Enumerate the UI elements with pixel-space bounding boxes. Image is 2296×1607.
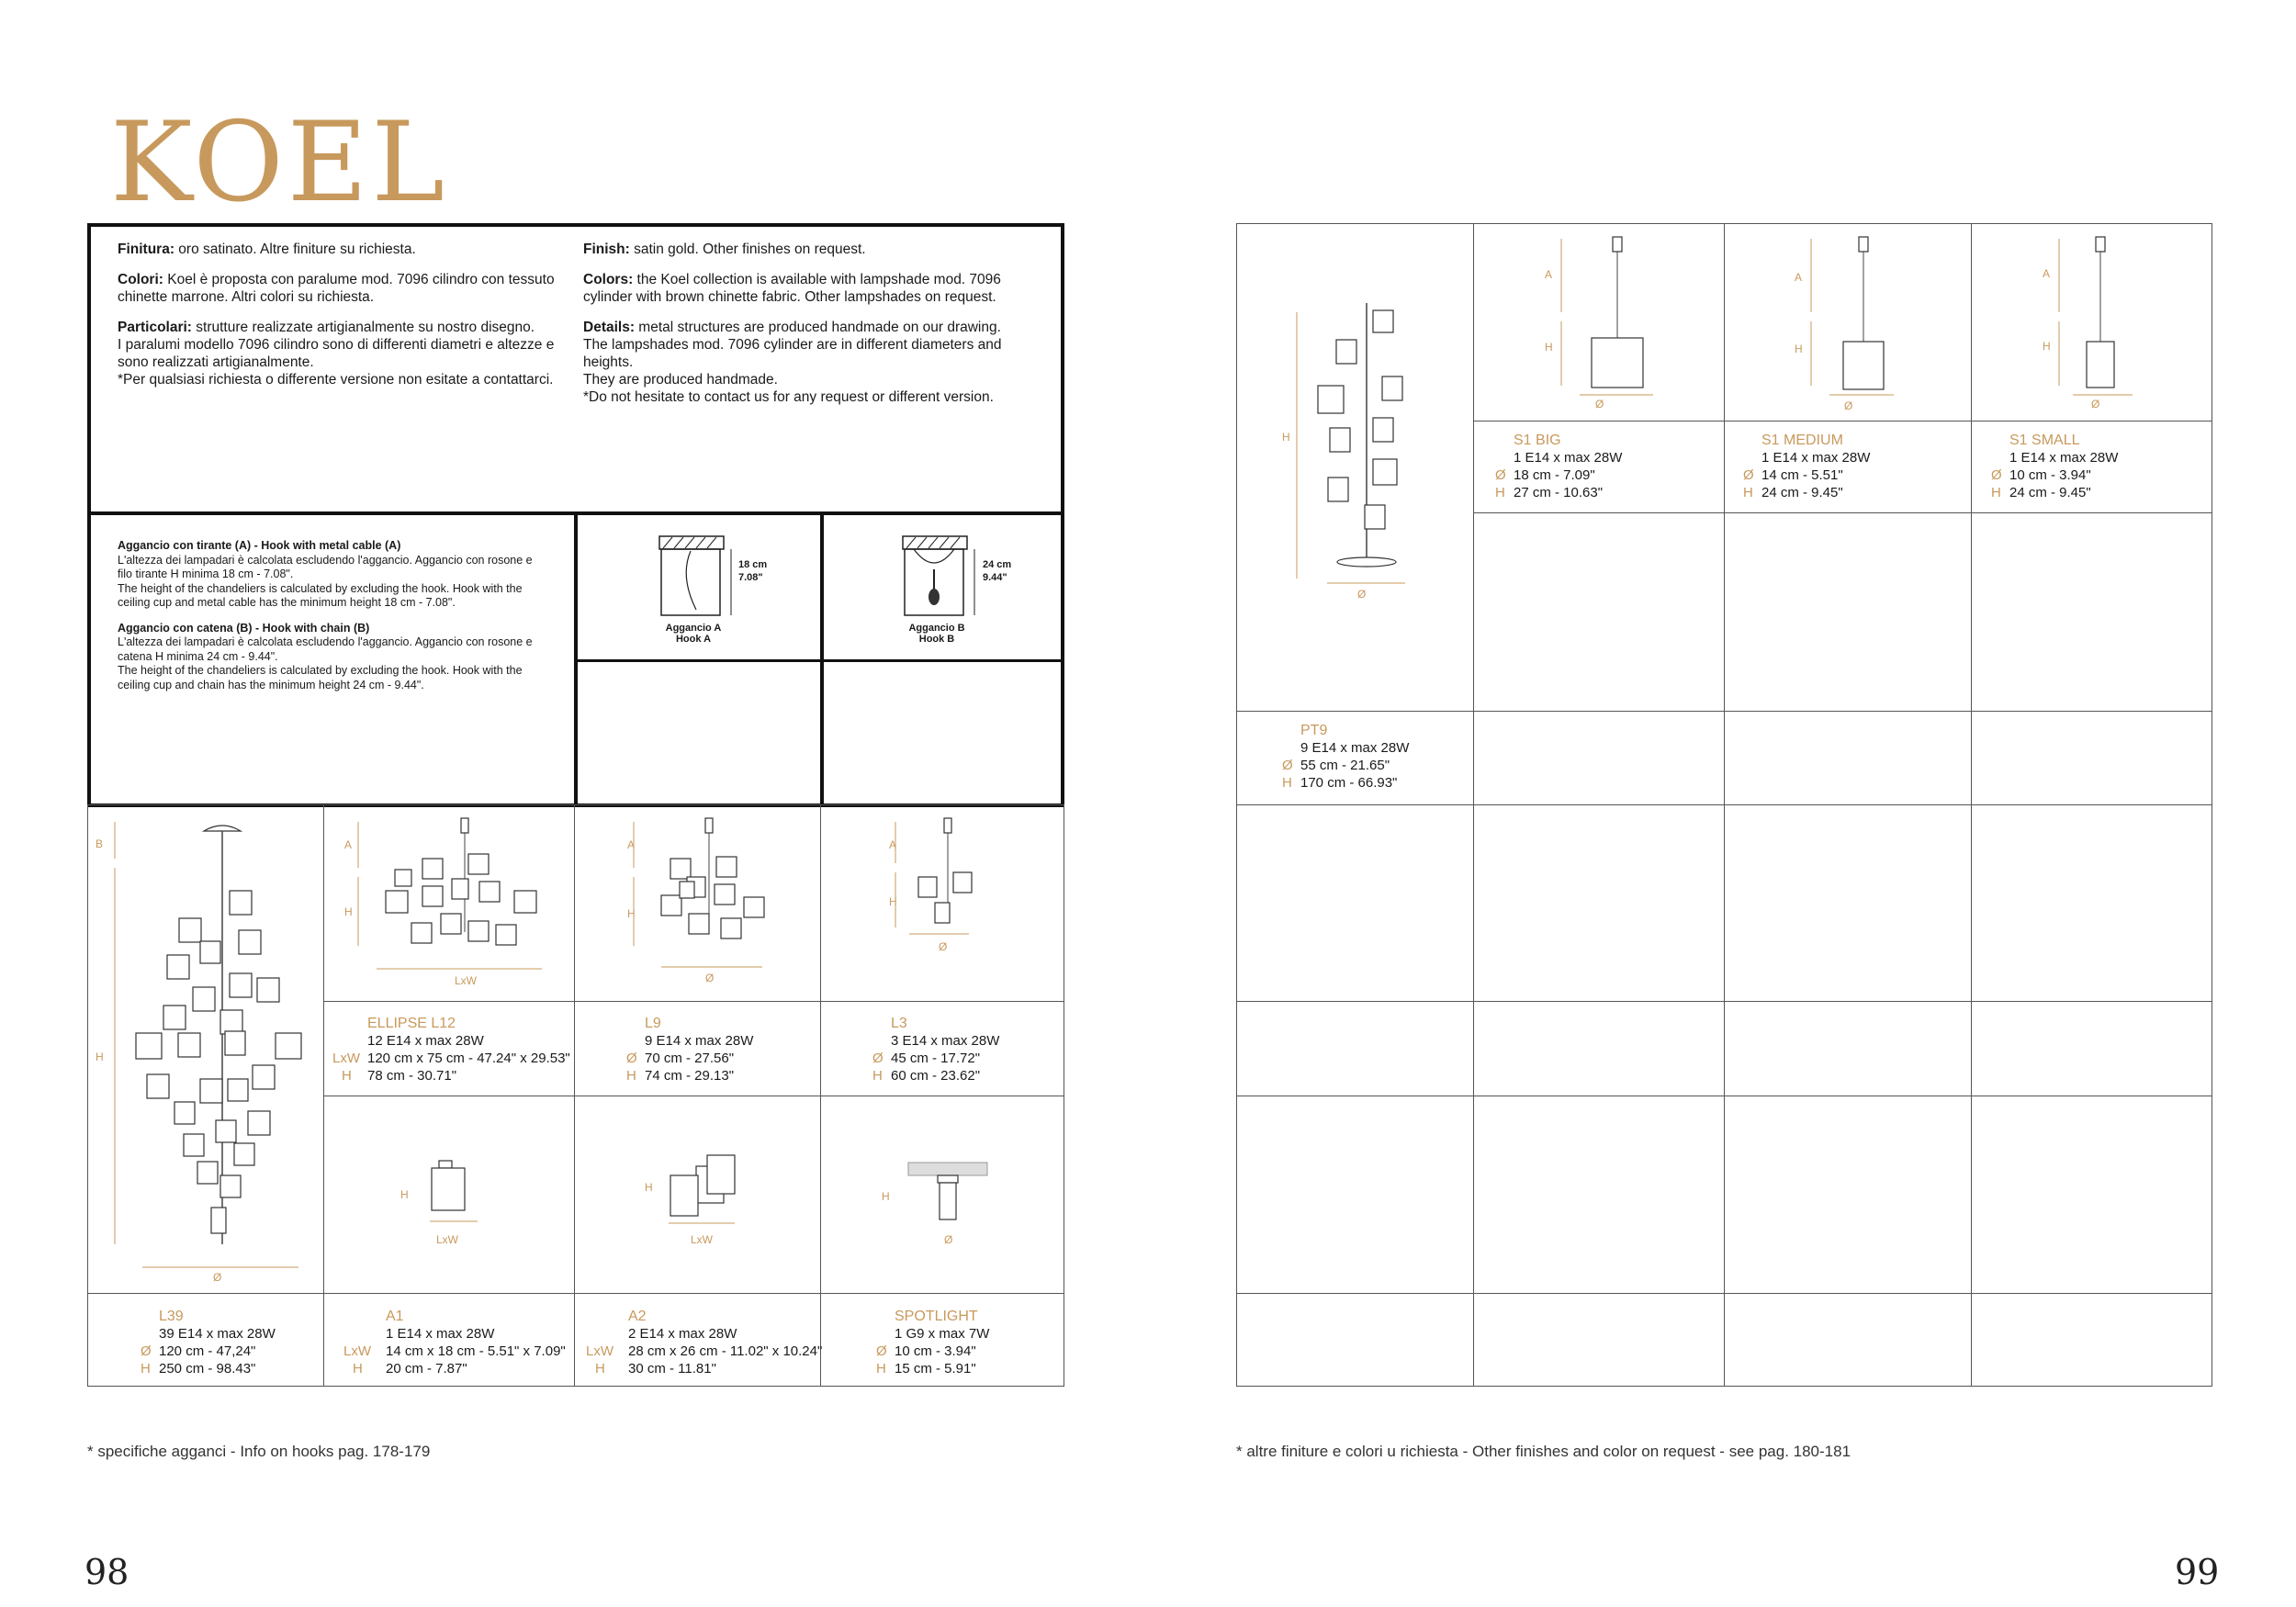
hook-b-dimension: 24 cm 9.44" bbox=[983, 559, 1012, 583]
product-spotlight: SPOTLIGHT 1 G9 x max 7W Ø 10 cm - 3.94" H 15 cm - 5.91" bbox=[876, 1309, 990, 1377]
ellipse-l12-drawing bbox=[331, 813, 569, 996]
divider bbox=[574, 659, 1064, 662]
dim-label-a: A bbox=[1795, 271, 1803, 284]
product-l3: L3 3 E14 x max 28W Ø 45 cm - 17.72" H 60 cm - 23.62" bbox=[872, 1016, 1000, 1084]
a1-drawing bbox=[422, 1157, 496, 1240]
intro-italian: Finitura: oro satinato. Altre finiture su richiesta. Colori: Koel è proposta con paralume mod. 7096 cilindro con tessuto chinette marrone. Altri colori su richiesta. Particolari: strutture realizzate artigianalmente su nostro disegno. I paralumi modello 7096 cilindro sono di differenti diametri e altezze e sono realizzati artigianalmente. *Per qualsiasi richiesta o differente versione non esitate a contattarci. bbox=[118, 242, 555, 388]
dim-label-lxw: LxW bbox=[691, 1233, 713, 1246]
dim-label-diam: Ø bbox=[1357, 588, 1367, 601]
l3-drawing bbox=[827, 813, 1056, 996]
dim-label-a: A bbox=[889, 838, 897, 851]
s1-big-drawing bbox=[1525, 230, 1708, 413]
product-l9: L9 9 E14 x max 28W Ø 70 cm - 27.56" H 74 cm - 29.13" bbox=[626, 1016, 754, 1084]
dim-label-h: H bbox=[1545, 341, 1553, 354]
hook-a-label: Aggancio A Hook A bbox=[665, 623, 722, 645]
dim-label-h: H bbox=[400, 1188, 409, 1201]
l9-drawing bbox=[579, 813, 817, 996]
dim-label-h: H bbox=[344, 905, 353, 918]
product-s1-big: S1 BIG 1 E14 x max 28W Ø 18 cm - 7.09" H 27 cm - 10.63" bbox=[1495, 433, 1623, 500]
dim-label-a: A bbox=[627, 838, 636, 851]
pt9-drawing bbox=[1277, 294, 1460, 588]
dim-label-diam: Ø bbox=[2091, 398, 2100, 410]
product-a2: A2 2 E14 x max 28W LxW 28 cm x 26 cm - 11.02" x 10.24" H 30 cm - 11.81" bbox=[586, 1309, 823, 1377]
hook-a-dimension: 18 cm 7.08" bbox=[738, 559, 768, 583]
product-pt9: PT9 9 E14 x max 28W Ø 55 cm - 21.65" H 170 cm - 66.93" bbox=[1282, 723, 1410, 791]
dim-label-h: H bbox=[889, 895, 897, 908]
a2-drawing bbox=[661, 1148, 753, 1240]
s1-small-drawing bbox=[2022, 230, 2206, 413]
dim-label-b: B bbox=[96, 837, 104, 850]
dim-label-h: H bbox=[1795, 343, 1803, 355]
dim-label-diam: Ø bbox=[944, 1233, 953, 1246]
product-l39: L39 39 E14 x max 28W Ø 120 cm - 47,24" H 250 cm - 98.43" bbox=[141, 1309, 276, 1377]
footnote-right: * altre finiture e colori u richiesta - Other finishes and color on request - see pag. 180-181 bbox=[1236, 1443, 1851, 1460]
dim-label-a: A bbox=[344, 838, 353, 851]
product-ellipse-l12: ELLIPSE L12 12 E14 x max 28W LxW 120 cm x 75 cm - 47.24" x 29.53" H 78 cm - 30.71" bbox=[332, 1016, 570, 1084]
dim-label-h: H bbox=[1282, 431, 1290, 444]
hook-b-label: Aggancio B Hook B bbox=[908, 623, 965, 645]
dim-label-lxw: LxW bbox=[455, 974, 477, 987]
intro-english: Finish: satin gold. Other finishes on request. Colors: the Koel collection is available with lampshade mod. 7096 cylinder with brown chinette fabric. Other lampshades on request. Details: metal structures are produced handmade on our drawing. The lampshades mod. 7096 cylinder are in different diameters and heights. They are produced handmade. *Do not hesitate to contact us for any request or different version. bbox=[583, 242, 1002, 405]
dim-label-lxw: LxW bbox=[436, 1233, 458, 1246]
product-s1-small: S1 SMALL 1 E14 x max 28W Ø 10 cm - 3.94" H 24 cm - 9.45" bbox=[1991, 433, 2119, 500]
dim-label-diam: Ø bbox=[705, 972, 715, 984]
page-number-right: 99 bbox=[2175, 1552, 2220, 1592]
dim-label-a: A bbox=[1545, 268, 1553, 281]
s1-medium-drawing bbox=[1774, 230, 1958, 413]
dim-label-diam: Ø bbox=[939, 940, 948, 953]
spotlight-drawing bbox=[905, 1159, 996, 1232]
l39-drawing bbox=[92, 813, 321, 1286]
page-title: KOEL bbox=[110, 99, 449, 227]
dim-label-h: H bbox=[882, 1190, 890, 1203]
hooks-text: Aggancio con tirante (A) - Hook with metal cable (A) L'altezza dei lampadari è calcolata escludendo l'aggancio. Aggancio con rosone e filo tirante H minima 18 cm - 7.08". The height of the chandeliers is calculated by excluding the hook. Hook with the ceiling cup and metal cable has the minimum height 18 cm - 7.08". Aggancio con catena (B) - Hook with chain (B) L'altezza dei lampadari è calcolata escludendo l'aggancio. Aggancio con rosone e catena H minima 24 cm - 9.44". The height of the chandeliers is calculated by excluding the hook. Hook with the ceiling cup and chain has the minimum height 24 cm - 9.44". bbox=[118, 539, 533, 691]
footnote-left: * specifiche agganci - Info on hooks pag. 178-179 bbox=[87, 1443, 431, 1460]
product-a1: A1 1 E14 x max 28W LxW 14 cm x 18 cm - 5.51" x 7.09" H 20 cm - 7.87" bbox=[343, 1309, 566, 1377]
dim-label-h: H bbox=[2043, 340, 2051, 353]
product-s1-medium: S1 MEDIUM 1 E14 x max 28W Ø 14 cm - 5.51" H 24 cm - 9.45" bbox=[1743, 433, 1871, 500]
dim-label-h: H bbox=[96, 1051, 104, 1063]
dim-label-diam: Ø bbox=[1595, 398, 1604, 410]
dim-label-diam: Ø bbox=[213, 1271, 222, 1284]
page-number-left: 98 bbox=[84, 1552, 129, 1592]
dim-label-h: H bbox=[627, 907, 636, 920]
dim-label-h: H bbox=[645, 1181, 653, 1194]
dim-label-a: A bbox=[2043, 267, 2051, 280]
dim-label-diam: Ø bbox=[1844, 399, 1853, 412]
